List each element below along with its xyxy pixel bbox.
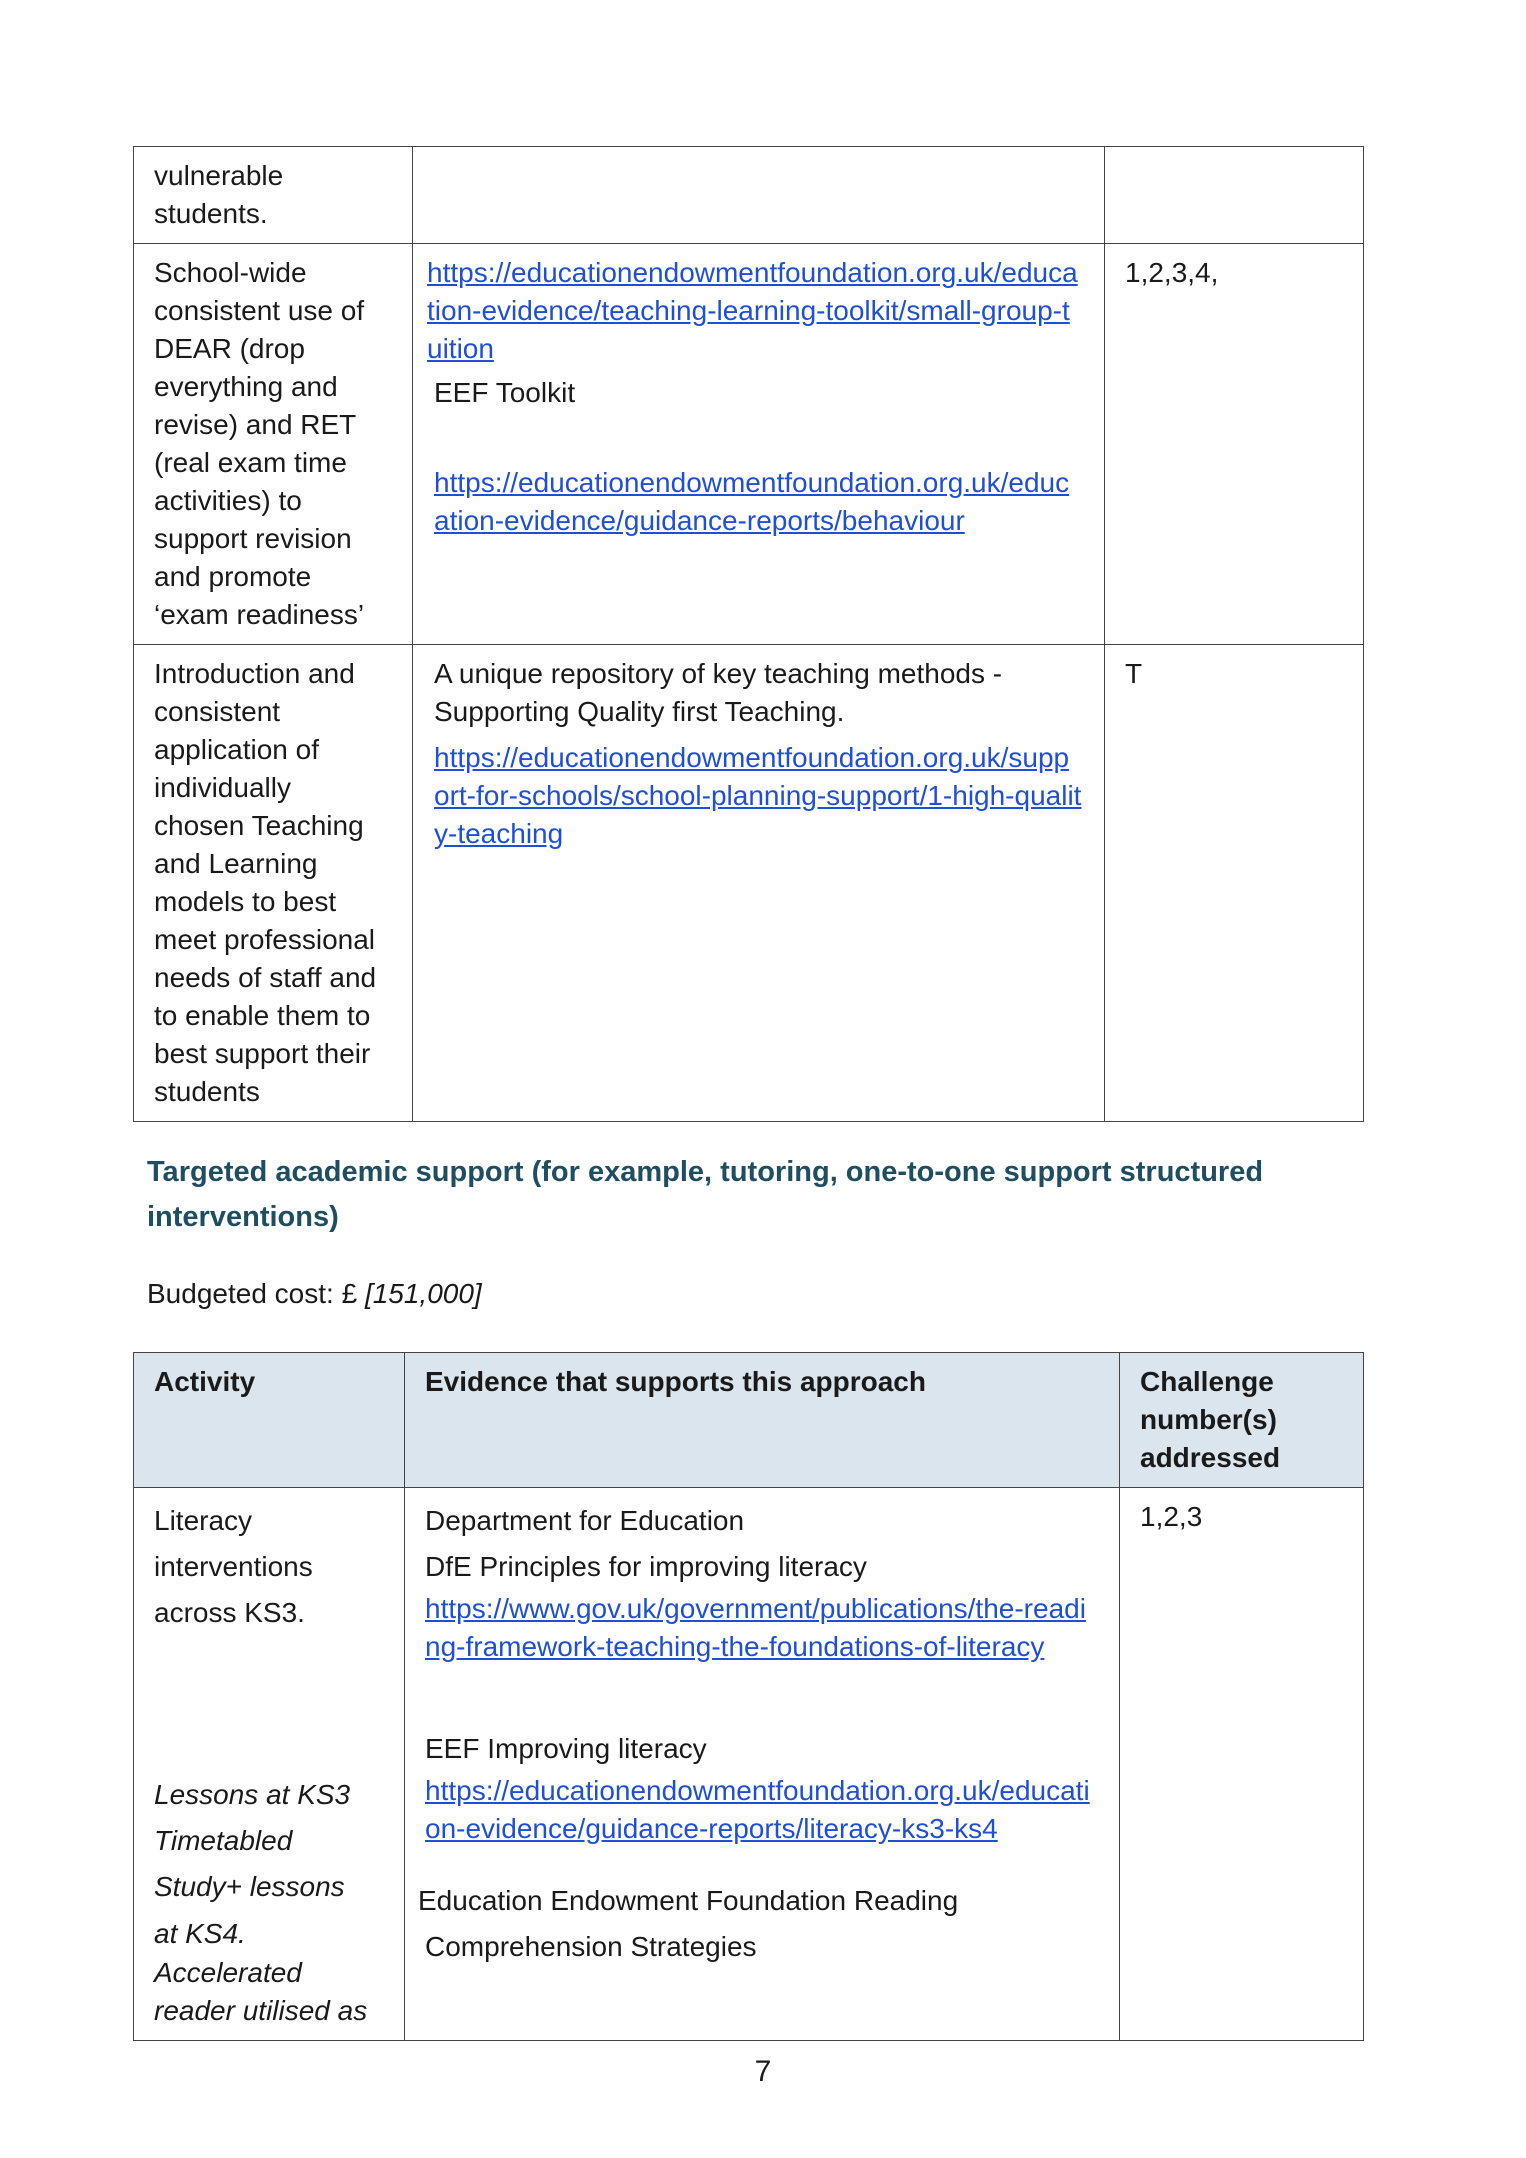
evidence-cell (413, 147, 1105, 244)
activity-line: Literacy (154, 1505, 253, 1536)
activity-line: students. (154, 198, 268, 229)
activity-line: consistent (154, 696, 281, 727)
activity-line: Timetabled (154, 1825, 293, 1856)
activity-line: (real exam time (154, 447, 347, 478)
activity-line: everything and (154, 371, 338, 402)
evidence-link-high-quality-teaching[interactable]: https://educationendowmentfoundation.org.uk/support-for-schools/school-planning-support/1-high-quality-teaching (434, 742, 1082, 849)
evidence-text: EEF Toolkit (434, 377, 576, 408)
activity-line: ‘exam readiness’ (154, 599, 365, 630)
activity-line: across KS3. (154, 1597, 305, 1628)
activity-line: to enable them to (154, 1000, 371, 1031)
activity-line: needs of staff and (154, 962, 377, 993)
activity-line: chosen Teaching (154, 810, 364, 841)
activity-cell (134, 645, 413, 1122)
budget-label: Budgeted cost: £ (147, 1278, 365, 1309)
challenge-cell (1120, 1488, 1364, 2041)
table-row (134, 1488, 1364, 2041)
evidence-link-literacy-ks3-ks4[interactable]: https://educationendowmentfoundation.org.uk/education-evidence/guidance-reports/literacy-ks3-ks4 (425, 1775, 1090, 1844)
activity-line: consistent use of (154, 295, 365, 326)
activity-line: meet professional (154, 924, 376, 955)
activity-line: revise) and RET (154, 409, 357, 440)
activity-line: reader utilised as (154, 1995, 368, 2026)
table-row (134, 244, 1364, 645)
activity-line: DEAR (drop (154, 333, 305, 364)
table-row (134, 147, 1364, 244)
evidence-org: Department for Education (425, 1505, 745, 1536)
activity-line: and promote (154, 561, 312, 592)
challenge-cell (1105, 244, 1364, 645)
header-activity: Activity (134, 1353, 405, 1488)
approach-table-continued (133, 146, 1364, 1122)
evidence-link-reading-framework[interactable]: https://www.gov.uk/government/publications/the-reading-framework-teaching-the-foundations-of-literacy (425, 1593, 1086, 1662)
activity-line: individually (154, 772, 291, 803)
challenge-numbers: T (1125, 658, 1143, 689)
activity-line: vulnerable (154, 160, 284, 191)
evidence-cell (413, 244, 1105, 645)
targeted-support-table (133, 1352, 1364, 2041)
section-heading: Targeted academic support (for example, tutoring, one-to-one support structured interventions) (147, 1156, 1264, 1233)
evidence-text: A unique repository of key teaching methods - Supporting Quality first Teaching. (434, 658, 1003, 727)
evidence-link-small-group-tuition[interactable]: https://educationendowmentfoundation.org.uk/education-evidence/teaching-learning-toolkit/small-group-tuition (427, 257, 1078, 364)
activity-line: interventions (154, 1551, 313, 1582)
activity-line: models to best (154, 886, 337, 917)
challenge-cell (1105, 147, 1364, 244)
challenge-cell (1105, 645, 1364, 1122)
activity-line: Accelerated (154, 1957, 302, 1988)
challenge-numbers: 1,2,3,4, (1125, 257, 1219, 288)
evidence-cell (413, 645, 1105, 1122)
activity-line: Introduction and (154, 658, 355, 689)
activity-line: and Learning (154, 848, 318, 879)
challenge-numbers: 1,2,3 (1140, 1501, 1203, 1532)
activity-line: students (154, 1076, 260, 1107)
evidence-cell (405, 1488, 1120, 2041)
header-challenge: Challenge number(s) addressed (1120, 1353, 1364, 1488)
activity-cell (134, 147, 413, 244)
budgeted-cost (147, 1275, 482, 1313)
evidence-title: EEF Improving literacy (425, 1733, 707, 1764)
activity-line: best support their (154, 1038, 371, 1069)
header-evidence: Evidence that supports this approach (405, 1353, 1120, 1488)
activity-line: support revision (154, 523, 352, 554)
activity-line: at KS4. (154, 1918, 246, 1949)
page-number: 7 (754, 2055, 772, 2088)
evidence-link-behaviour[interactable]: https://educationendowmentfoundation.org.uk/education-evidence/guidance-reports/behaviour (434, 467, 1070, 536)
evidence-text: Education Endowment Foundation Reading (418, 1885, 959, 1916)
evidence-title: DfE Principles for improving literacy (425, 1551, 867, 1582)
activity-line: application of (154, 734, 320, 765)
evidence-text: Comprehension Strategies (425, 1931, 757, 1962)
table-row (134, 645, 1364, 1122)
activity-line: Study+ lessons (154, 1871, 345, 1902)
activity-line: activities) to (154, 485, 302, 516)
activity-cell (134, 244, 413, 645)
activity-cell (134, 1488, 405, 2041)
table-header-row (134, 1353, 1364, 1488)
activity-line: School-wide (154, 257, 307, 288)
activity-line: Lessons at KS3 (154, 1779, 351, 1810)
budget-value: [151,000] (364, 1278, 482, 1309)
